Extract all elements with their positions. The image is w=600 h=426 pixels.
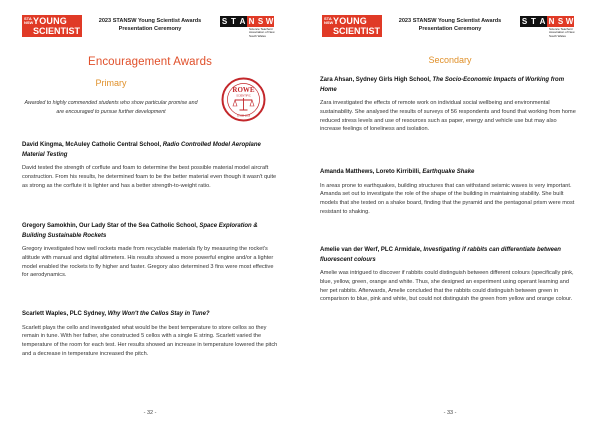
stansw-letter: A: [239, 17, 246, 26]
header-title: [88, 18, 212, 33]
rowe-logo-name: ROWE: [232, 86, 255, 94]
stansw-letter: S: [221, 17, 228, 26]
award-entry: [320, 168, 578, 217]
stansw-letter: N: [548, 17, 555, 26]
award-entry: [320, 246, 578, 304]
stansw-letter: W: [565, 17, 574, 26]
young-scientist-logo-scientist: SCIENTIST: [333, 26, 381, 36]
entry-project-title: Earthquake Shake: [422, 169, 475, 175]
page-right: [300, 0, 600, 426]
stansw-letter: S: [257, 17, 264, 26]
page-title: Encouragement Awards: [88, 56, 212, 68]
header-title: [388, 18, 512, 33]
intro-text: Awarded to highly commended students who show particular promise and are encouraged to pursue further development: [24, 100, 198, 115]
entry-project-title: Why Won't the Cellos Stay in Tune?: [107, 311, 210, 317]
stansw-letter: A: [539, 17, 546, 26]
stansw-logo: [220, 16, 278, 36]
page-header: [22, 15, 278, 37]
entry-description: Gregory investigated how well rockets made from recyclable materials fly by measuring the rocket's altitude with manual and digital altimeters. His results showed a more powerful engine and/or a lighter model enabled the rockets to fly higher and faster. Gregory also determined 3 fins were most effective for aerodynamics.: [22, 246, 274, 279]
young-scientist-logo-scientist: SCIENTIST: [33, 26, 81, 36]
entry-name-school: Amelie van der Werf, PLC Armidale,: [320, 247, 424, 253]
stansw-letter: S: [521, 17, 528, 26]
entry-name-school: Gregory Samokhin, Our Lady Star of the Sea Catholic School,: [22, 223, 200, 229]
young-scientist-logo-sta: STA NSW: [24, 16, 34, 26]
young-scientist-logo-young: YOUNG: [333, 16, 368, 26]
header-title-line1: 2023 STANSW Young Scientist Awards: [398, 18, 502, 24]
entry-title: [22, 310, 278, 320]
entry-title: [320, 168, 578, 178]
entry-project-title: Radio Controlled Model Aeroplane Material Testing: [22, 142, 261, 158]
stansw-tagline: Science Teachers' Association of New South Wales: [249, 27, 275, 38]
entry-project-title: Space Exploration & Building Sustainable Rockets: [22, 223, 258, 239]
rowe-logo-tagline: SCIENTIFIC: [236, 94, 251, 98]
rowe-logo-ring-text: SINCE 1958: [236, 114, 251, 118]
entry-title: [320, 246, 578, 265]
award-entry: [22, 310, 278, 359]
entry-name-school: Amanda Matthews, Loreto Kirribilli,: [320, 169, 423, 175]
header-title-line2: Presentation Ceremony: [418, 25, 482, 32]
entry-project-title: The Socio-Economic Impacts of Working from Home: [320, 77, 565, 93]
entry-title: [320, 76, 578, 95]
header-title-line2: Presentation Ceremony: [118, 25, 182, 32]
page-number: - 32 -: [143, 410, 157, 416]
award-entry: [22, 222, 278, 280]
stansw-letter: S: [557, 17, 564, 26]
section-heading-secondary: Secondary: [428, 55, 472, 65]
rowe-scientific-logo: [221, 77, 266, 122]
entry-project-title: Investigating if rabbits can differentiate between fluorescent colours: [320, 247, 561, 263]
page-number: - 33 -: [443, 410, 457, 416]
stansw-letter: N: [248, 17, 255, 26]
entry-title: [22, 222, 278, 241]
entry-description: In areas prone to earthquakes, building structures that can withstand seismic waves is very important. Amanda set out to investigate the role of the shape of the building in maintaining stability. She built models that she tested on a shake board, finding that the pyramid and the pentagonal prism were most resistant to shaking.: [320, 182, 575, 215]
entry-name-school: Zara Ahsan, Sydney Girls High School,: [320, 77, 433, 83]
stansw-logo: [520, 16, 578, 36]
entry-name-school: Scarlett Waples, PLC Sydney,: [22, 311, 108, 317]
young-scientist-logo-young: YOUNG: [33, 16, 68, 26]
entry-description: Scarlett plays the cello and investigated what would be the best temperature to store cellos so they remain in tune. With her father, she constructed 5 cellos with a single E string. Scarlett varied the temperature of the room for each test. Her results showed an increase in temperature lowered the pitch and a decrease in temperature increased the pitch.: [22, 324, 278, 357]
award-entry: [22, 141, 278, 190]
stansw-letter: T: [529, 16, 538, 27]
entry-description: Amelie was intrigued to discover if rabbits could distinguish between different colours (specifically pink, blue, yellow, green, orange and white. Thus, she designed an experiment using operant learning and her pet rabbits. Afterwards, Amelie concluded that the rabbits could distinguish between green in comparison to blue, pink and white, but could not distinguish the green from yellow and orange colour.: [320, 270, 574, 303]
entry-title: [22, 141, 278, 160]
award-entry: [320, 76, 578, 134]
entry-description: David tested the strength of corflute and foam to determine the best possible material model aircraft construction. From his results, he determined foam to be the better material even though it wasn't quite as strong as the corflute it is lighter and has a better strength-to-weight ratio.: [22, 165, 277, 189]
section-heading-primary: Primary: [95, 78, 127, 88]
entry-name-school: David Kingma, McAuley Catholic Central School,: [22, 142, 163, 148]
young-scientist-logo: [322, 15, 382, 37]
page-header: [322, 15, 578, 37]
young-scientist-logo-sta: STA NSW: [324, 16, 334, 26]
young-scientist-logo: [22, 15, 82, 37]
stansw-letter: T: [229, 16, 238, 27]
header-title-line1: 2023 STANSW Young Scientist Awards: [98, 18, 202, 24]
stansw-letter: W: [265, 17, 274, 26]
stansw-tagline: Science Teachers' Association of New South Wales: [549, 27, 575, 38]
entry-description: Zara investigated the effects of remote work on individual social wellbeing and environmental sustainability. She analysed the results of surveys of 56 respondents and found that working from home reduced stress levels and use of resources such as paper, energy and vehicle use but may also increase feelings of loneliness and isolation.: [320, 100, 576, 133]
